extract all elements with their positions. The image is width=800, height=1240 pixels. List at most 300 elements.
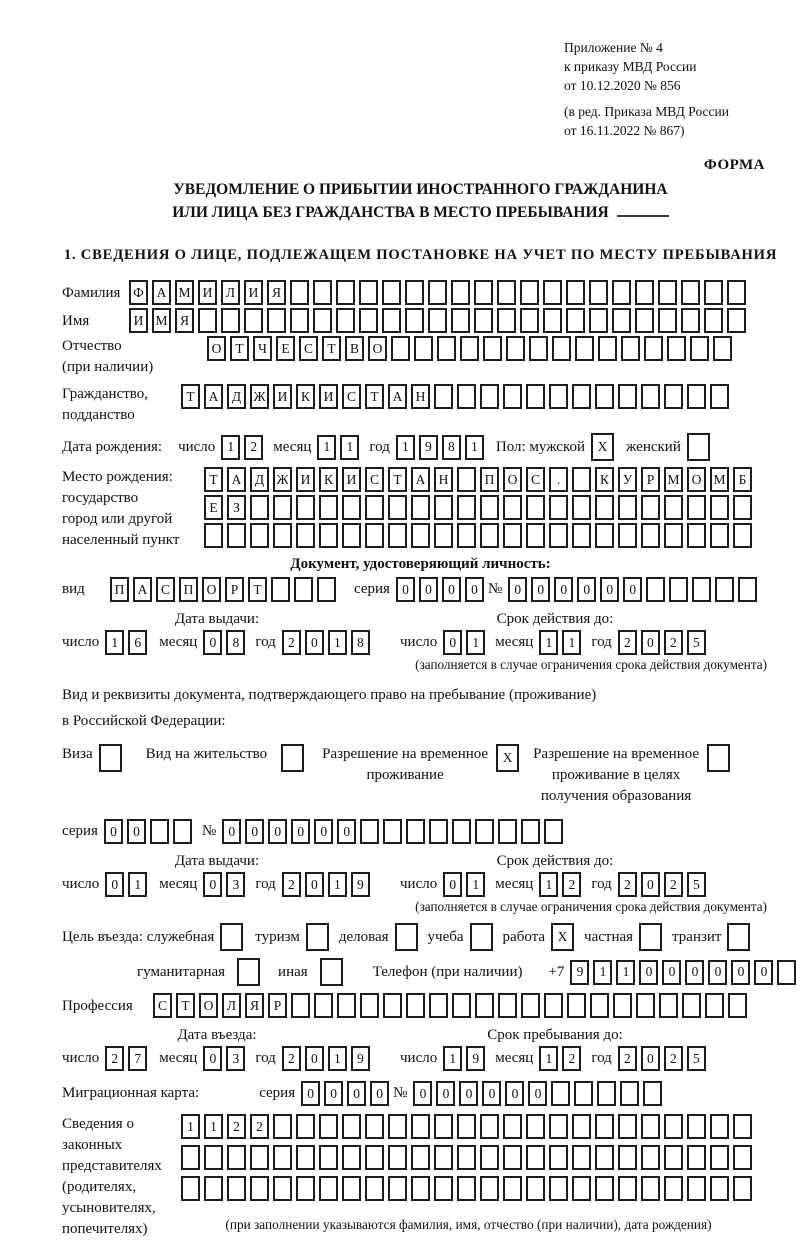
form-cell[interactable] — [618, 523, 637, 548]
form-cell[interactable] — [566, 280, 585, 305]
form-cell[interactable]: 1 — [221, 435, 240, 460]
form-cell[interactable]: Т — [204, 467, 223, 492]
form-cell[interactable] — [526, 1145, 545, 1170]
form-cell[interactable]: Я — [175, 308, 194, 333]
form-cell[interactable] — [457, 384, 476, 409]
form-cell[interactable] — [429, 993, 448, 1018]
form-cell[interactable] — [457, 495, 476, 520]
form-cell[interactable]: С — [153, 993, 172, 1018]
form-cell[interactable] — [526, 1176, 545, 1201]
form-cell[interactable] — [659, 993, 678, 1018]
form-cell[interactable]: 1 — [328, 872, 347, 897]
form-cell[interactable]: 0 — [731, 960, 750, 985]
form-cell[interactable]: Р — [268, 993, 287, 1018]
form-cell[interactable] — [452, 993, 471, 1018]
form-cell[interactable] — [549, 495, 568, 520]
form-cell[interactable]: 5 — [687, 1046, 706, 1071]
form-cell[interactable] — [382, 308, 401, 333]
form-cell[interactable]: 0 — [443, 872, 462, 897]
form-cell[interactable] — [313, 280, 332, 305]
form-cell[interactable]: Н — [434, 467, 453, 492]
form-cell[interactable] — [551, 1081, 570, 1106]
form-cell[interactable] — [221, 308, 240, 333]
form-cell[interactable]: Л — [221, 280, 240, 305]
form-cell[interactable]: 0 — [305, 630, 324, 655]
form-cell[interactable] — [383, 993, 402, 1018]
form-cell[interactable]: К — [296, 384, 315, 409]
form-cell[interactable]: 0 — [641, 872, 660, 897]
form-cell[interactable]: 1 — [443, 1046, 462, 1071]
form-cell[interactable] — [595, 495, 614, 520]
form-cell[interactable] — [359, 308, 378, 333]
form-cell[interactable]: 1 — [466, 630, 485, 655]
form-cell[interactable] — [342, 1114, 361, 1139]
form-cell[interactable]: 1 — [466, 872, 485, 897]
form-cell[interactable]: 0 — [347, 1081, 366, 1106]
form-cell[interactable]: 0 — [268, 819, 287, 844]
form-cell[interactable] — [526, 384, 545, 409]
form-cell[interactable] — [227, 523, 246, 548]
form-cell[interactable] — [710, 523, 729, 548]
form-cell[interactable] — [710, 1145, 729, 1170]
form-cell[interactable] — [319, 1145, 338, 1170]
form-cell[interactable] — [733, 1176, 752, 1201]
form-cell[interactable]: К — [319, 467, 338, 492]
form-cell[interactable]: 0 — [419, 577, 438, 602]
form-cell[interactable]: 0 — [554, 577, 573, 602]
form-cell[interactable] — [727, 280, 746, 305]
form-cell[interactable]: 1 — [539, 1046, 558, 1071]
form-cell[interactable]: 1 — [539, 630, 558, 655]
form-cell[interactable]: И — [319, 384, 338, 409]
form-cell[interactable] — [641, 1114, 660, 1139]
form-cell[interactable]: 0 — [301, 1081, 320, 1106]
form-cell[interactable]: 1 — [128, 872, 147, 897]
form-cell[interactable] — [296, 1114, 315, 1139]
form-cell[interactable] — [480, 384, 499, 409]
form-cell[interactable]: 8 — [442, 435, 461, 460]
form-cell[interactable] — [727, 308, 746, 333]
form-cell[interactable] — [520, 308, 539, 333]
form-cell[interactable] — [612, 308, 631, 333]
form-cell[interactable] — [337, 993, 356, 1018]
form-cell[interactable] — [290, 308, 309, 333]
form-cell[interactable]: 0 — [314, 819, 333, 844]
form-cell[interactable]: З — [227, 495, 246, 520]
form-cell[interactable] — [498, 819, 517, 844]
form-cell[interactable] — [687, 433, 710, 461]
form-cell[interactable] — [429, 819, 448, 844]
form-cell[interactable]: 0 — [685, 960, 704, 985]
form-cell[interactable] — [728, 993, 747, 1018]
form-cell[interactable] — [687, 1114, 706, 1139]
form-cell[interactable] — [475, 819, 494, 844]
form-cell[interactable]: 2 — [282, 1046, 301, 1071]
form-cell[interactable]: Ж — [250, 384, 269, 409]
form-cell[interactable] — [391, 336, 410, 361]
form-cell[interactable] — [244, 308, 263, 333]
form-cell[interactable]: 5 — [687, 630, 706, 655]
form-cell[interactable]: 1 — [181, 1114, 200, 1139]
form-cell[interactable] — [227, 1145, 246, 1170]
form-cell[interactable]: Д — [250, 467, 269, 492]
form-cell[interactable]: 0 — [531, 577, 550, 602]
form-cell[interactable] — [618, 495, 637, 520]
form-cell[interactable] — [434, 1114, 453, 1139]
form-cell[interactable]: 1 — [539, 872, 558, 897]
form-cell[interactable] — [692, 577, 711, 602]
form-cell[interactable]: 2 — [105, 1046, 124, 1071]
form-cell[interactable] — [710, 495, 729, 520]
form-cell[interactable] — [572, 384, 591, 409]
form-cell[interactable] — [204, 523, 223, 548]
form-cell[interactable] — [319, 523, 338, 548]
form-cell[interactable] — [497, 308, 516, 333]
form-cell[interactable] — [572, 523, 591, 548]
form-cell[interactable] — [451, 308, 470, 333]
form-cell[interactable] — [618, 1145, 637, 1170]
form-cell[interactable] — [549, 384, 568, 409]
form-cell[interactable] — [204, 1145, 223, 1170]
form-cell[interactable]: А — [411, 467, 430, 492]
form-cell[interactable]: 0 — [324, 1081, 343, 1106]
form-cell[interactable] — [336, 308, 355, 333]
form-cell[interactable] — [365, 495, 384, 520]
form-cell[interactable] — [549, 1114, 568, 1139]
form-cell[interactable]: 0 — [600, 577, 619, 602]
form-cell[interactable]: Т — [230, 336, 249, 361]
form-cell[interactable] — [705, 993, 724, 1018]
form-cell[interactable] — [434, 384, 453, 409]
form-cell[interactable]: 1 — [317, 435, 336, 460]
form-cell[interactable]: 9 — [419, 435, 438, 460]
form-cell[interactable] — [342, 1176, 361, 1201]
form-cell[interactable] — [250, 1145, 269, 1170]
form-cell[interactable] — [595, 1145, 614, 1170]
form-cell[interactable] — [503, 384, 522, 409]
form-cell[interactable] — [590, 993, 609, 1018]
form-cell[interactable]: П — [110, 577, 129, 602]
form-cell[interactable] — [549, 1176, 568, 1201]
form-cell[interactable] — [474, 280, 493, 305]
form-cell[interactable]: 0 — [508, 577, 527, 602]
form-cell[interactable] — [503, 523, 522, 548]
form-cell[interactable]: 0 — [708, 960, 727, 985]
form-cell[interactable]: 0 — [104, 819, 123, 844]
form-cell[interactable]: И — [273, 384, 292, 409]
form-cell[interactable] — [359, 280, 378, 305]
form-cell[interactable] — [294, 577, 313, 602]
form-cell[interactable] — [319, 495, 338, 520]
form-cell[interactable] — [250, 1176, 269, 1201]
form-cell[interactable] — [428, 280, 447, 305]
form-cell[interactable] — [451, 280, 470, 305]
form-cell[interactable] — [434, 1176, 453, 1201]
form-cell[interactable]: Т — [322, 336, 341, 361]
form-cell[interactable] — [306, 923, 329, 951]
form-cell[interactable] — [572, 1176, 591, 1201]
form-cell[interactable]: X — [496, 744, 519, 772]
form-cell[interactable] — [613, 993, 632, 1018]
form-cell[interactable] — [635, 280, 654, 305]
form-cell[interactable]: 1 — [465, 435, 484, 460]
form-cell[interactable] — [383, 819, 402, 844]
form-cell[interactable]: 0 — [641, 1046, 660, 1071]
form-cell[interactable]: Я — [267, 280, 286, 305]
form-cell[interactable] — [291, 993, 310, 1018]
form-cell[interactable] — [405, 280, 424, 305]
form-cell[interactable] — [198, 308, 217, 333]
form-cell[interactable] — [99, 744, 122, 772]
form-cell[interactable] — [543, 280, 562, 305]
form-cell[interactable] — [715, 577, 734, 602]
form-cell[interactable] — [589, 280, 608, 305]
form-cell[interactable] — [595, 1176, 614, 1201]
form-cell[interactable] — [250, 495, 269, 520]
form-cell[interactable] — [526, 495, 545, 520]
form-cell[interactable] — [575, 336, 594, 361]
form-cell[interactable] — [713, 336, 732, 361]
form-cell[interactable] — [641, 495, 660, 520]
form-cell[interactable]: 0 — [505, 1081, 524, 1106]
form-cell[interactable] — [690, 336, 709, 361]
form-cell[interactable]: Б — [733, 467, 752, 492]
form-cell[interactable] — [636, 993, 655, 1018]
form-cell[interactable]: Н — [411, 384, 430, 409]
form-cell[interactable] — [521, 819, 540, 844]
form-cell[interactable] — [641, 1145, 660, 1170]
form-cell[interactable] — [544, 819, 563, 844]
form-cell[interactable] — [273, 523, 292, 548]
form-cell[interactable]: 2 — [282, 872, 301, 897]
form-cell[interactable]: 0 — [641, 630, 660, 655]
form-cell[interactable] — [641, 384, 660, 409]
form-cell[interactable] — [342, 523, 361, 548]
form-cell[interactable] — [480, 1145, 499, 1170]
form-cell[interactable] — [267, 308, 286, 333]
form-cell[interactable]: 2 — [618, 1046, 637, 1071]
form-cell[interactable]: 0 — [577, 577, 596, 602]
form-cell[interactable] — [314, 993, 333, 1018]
form-cell[interactable] — [572, 495, 591, 520]
form-cell[interactable]: 2 — [618, 872, 637, 897]
form-cell[interactable] — [498, 993, 517, 1018]
form-cell[interactable]: 1 — [340, 435, 359, 460]
form-cell[interactable] — [664, 495, 683, 520]
form-cell[interactable] — [727, 923, 750, 951]
form-cell[interactable]: 1 — [105, 630, 124, 655]
form-cell[interactable]: 9 — [351, 872, 370, 897]
form-cell[interactable] — [529, 336, 548, 361]
form-cell[interactable]: 0 — [528, 1081, 547, 1106]
form-cell[interactable] — [733, 523, 752, 548]
form-cell[interactable] — [641, 1176, 660, 1201]
form-cell[interactable]: Т — [388, 467, 407, 492]
form-cell[interactable] — [457, 523, 476, 548]
form-cell[interactable] — [567, 993, 586, 1018]
form-cell[interactable]: О — [368, 336, 387, 361]
form-cell[interactable] — [552, 336, 571, 361]
form-cell[interactable] — [687, 523, 706, 548]
form-cell[interactable] — [452, 819, 471, 844]
form-cell[interactable]: И — [129, 308, 148, 333]
form-cell[interactable]: 8 — [226, 630, 245, 655]
form-cell[interactable]: 1 — [204, 1114, 223, 1139]
form-cell[interactable]: С — [526, 467, 545, 492]
form-cell[interactable]: К — [595, 467, 614, 492]
form-cell[interactable] — [733, 495, 752, 520]
form-cell[interactable] — [411, 1114, 430, 1139]
form-cell[interactable] — [220, 923, 243, 951]
form-cell[interactable] — [612, 280, 631, 305]
form-cell[interactable]: 2 — [250, 1114, 269, 1139]
form-cell[interactable]: И — [296, 467, 315, 492]
form-cell[interactable]: 2 — [244, 435, 263, 460]
form-cell[interactable] — [273, 1145, 292, 1170]
form-cell[interactable]: А — [227, 467, 246, 492]
form-cell[interactable] — [411, 495, 430, 520]
form-cell[interactable] — [664, 523, 683, 548]
form-cell[interactable] — [681, 280, 700, 305]
form-cell[interactable]: С — [365, 467, 384, 492]
form-cell[interactable] — [618, 1114, 637, 1139]
form-cell[interactable] — [503, 495, 522, 520]
form-cell[interactable]: 0 — [639, 960, 658, 985]
form-cell[interactable] — [503, 1114, 522, 1139]
form-cell[interactable]: Д — [227, 384, 246, 409]
form-cell[interactable] — [360, 819, 379, 844]
form-cell[interactable]: 9 — [351, 1046, 370, 1071]
form-cell[interactable] — [506, 336, 525, 361]
form-cell[interactable]: 2 — [227, 1114, 246, 1139]
form-cell[interactable] — [273, 1114, 292, 1139]
form-cell[interactable]: 0 — [337, 819, 356, 844]
form-cell[interactable]: 1 — [328, 630, 347, 655]
form-cell[interactable]: 0 — [396, 577, 415, 602]
form-cell[interactable]: 8 — [351, 630, 370, 655]
form-cell[interactable] — [543, 308, 562, 333]
form-cell[interactable] — [526, 1114, 545, 1139]
form-cell[interactable] — [635, 308, 654, 333]
form-cell[interactable]: 3 — [226, 1046, 245, 1071]
form-cell[interactable]: 2 — [664, 1046, 683, 1071]
form-cell[interactable]: И — [198, 280, 217, 305]
form-cell[interactable] — [664, 1114, 683, 1139]
form-cell[interactable]: М — [710, 467, 729, 492]
form-cell[interactable] — [681, 308, 700, 333]
form-cell[interactable] — [687, 384, 706, 409]
form-cell[interactable] — [313, 308, 332, 333]
form-cell[interactable] — [296, 523, 315, 548]
form-cell[interactable] — [646, 577, 665, 602]
form-cell[interactable] — [497, 280, 516, 305]
form-cell[interactable] — [457, 1145, 476, 1170]
form-cell[interactable] — [597, 1081, 616, 1106]
form-cell[interactable] — [434, 1145, 453, 1170]
form-cell[interactable] — [320, 958, 343, 986]
form-cell[interactable] — [457, 467, 476, 492]
form-cell[interactable] — [669, 577, 688, 602]
form-cell[interactable] — [319, 1176, 338, 1201]
form-cell[interactable] — [296, 495, 315, 520]
form-cell[interactable] — [470, 923, 493, 951]
form-cell[interactable] — [733, 1145, 752, 1170]
form-cell[interactable] — [150, 819, 169, 844]
form-cell[interactable]: 1 — [328, 1046, 347, 1071]
form-cell[interactable]: М — [664, 467, 683, 492]
form-cell[interactable] — [618, 384, 637, 409]
form-cell[interactable] — [483, 336, 502, 361]
form-cell[interactable] — [621, 336, 640, 361]
form-cell[interactable] — [388, 523, 407, 548]
form-cell[interactable] — [296, 1145, 315, 1170]
form-cell[interactable]: 0 — [105, 872, 124, 897]
form-cell[interactable] — [503, 1176, 522, 1201]
form-cell[interactable] — [365, 523, 384, 548]
form-cell[interactable] — [687, 1176, 706, 1201]
form-cell[interactable]: Ф — [129, 280, 148, 305]
form-cell[interactable]: И — [244, 280, 263, 305]
form-cell[interactable]: 0 — [203, 630, 222, 655]
form-cell[interactable] — [710, 1176, 729, 1201]
form-cell[interactable] — [572, 467, 591, 492]
form-cell[interactable] — [388, 1176, 407, 1201]
form-cell[interactable] — [641, 523, 660, 548]
form-cell[interactable]: Ч — [253, 336, 272, 361]
form-cell[interactable] — [457, 1176, 476, 1201]
form-cell[interactable]: 0 — [754, 960, 773, 985]
form-cell[interactable] — [595, 384, 614, 409]
form-cell[interactable]: 0 — [442, 577, 461, 602]
form-cell[interactable]: Е — [204, 495, 223, 520]
form-cell[interactable] — [589, 308, 608, 333]
form-cell[interactable] — [342, 1145, 361, 1170]
form-cell[interactable] — [434, 495, 453, 520]
form-cell[interactable] — [733, 1114, 752, 1139]
form-cell[interactable]: 9 — [570, 960, 589, 985]
form-cell[interactable] — [457, 1114, 476, 1139]
form-cell[interactable] — [598, 336, 617, 361]
form-cell[interactable] — [360, 993, 379, 1018]
form-cell[interactable]: 5 — [687, 872, 706, 897]
form-cell[interactable] — [704, 280, 723, 305]
form-cell[interactable] — [475, 993, 494, 1018]
form-cell[interactable] — [428, 308, 447, 333]
form-cell[interactable] — [480, 1114, 499, 1139]
form-cell[interactable] — [710, 384, 729, 409]
form-cell[interactable] — [273, 495, 292, 520]
form-cell[interactable] — [667, 336, 686, 361]
form-cell[interactable] — [405, 308, 424, 333]
form-cell[interactable] — [411, 523, 430, 548]
form-cell[interactable] — [388, 1114, 407, 1139]
form-cell[interactable]: 1 — [562, 630, 581, 655]
form-cell[interactable] — [658, 308, 677, 333]
form-cell[interactable]: А — [204, 384, 223, 409]
form-cell[interactable] — [173, 819, 192, 844]
form-cell[interactable]: 0 — [413, 1081, 432, 1106]
form-cell[interactable] — [520, 280, 539, 305]
form-cell[interactable] — [664, 1145, 683, 1170]
form-cell[interactable] — [411, 1145, 430, 1170]
form-cell[interactable] — [227, 1176, 246, 1201]
form-cell[interactable] — [342, 495, 361, 520]
form-cell[interactable]: Т — [365, 384, 384, 409]
form-cell[interactable]: 2 — [562, 872, 581, 897]
form-cell[interactable]: У — [618, 467, 637, 492]
form-cell[interactable]: 0 — [291, 819, 310, 844]
form-cell[interactable]: 1 — [396, 435, 415, 460]
